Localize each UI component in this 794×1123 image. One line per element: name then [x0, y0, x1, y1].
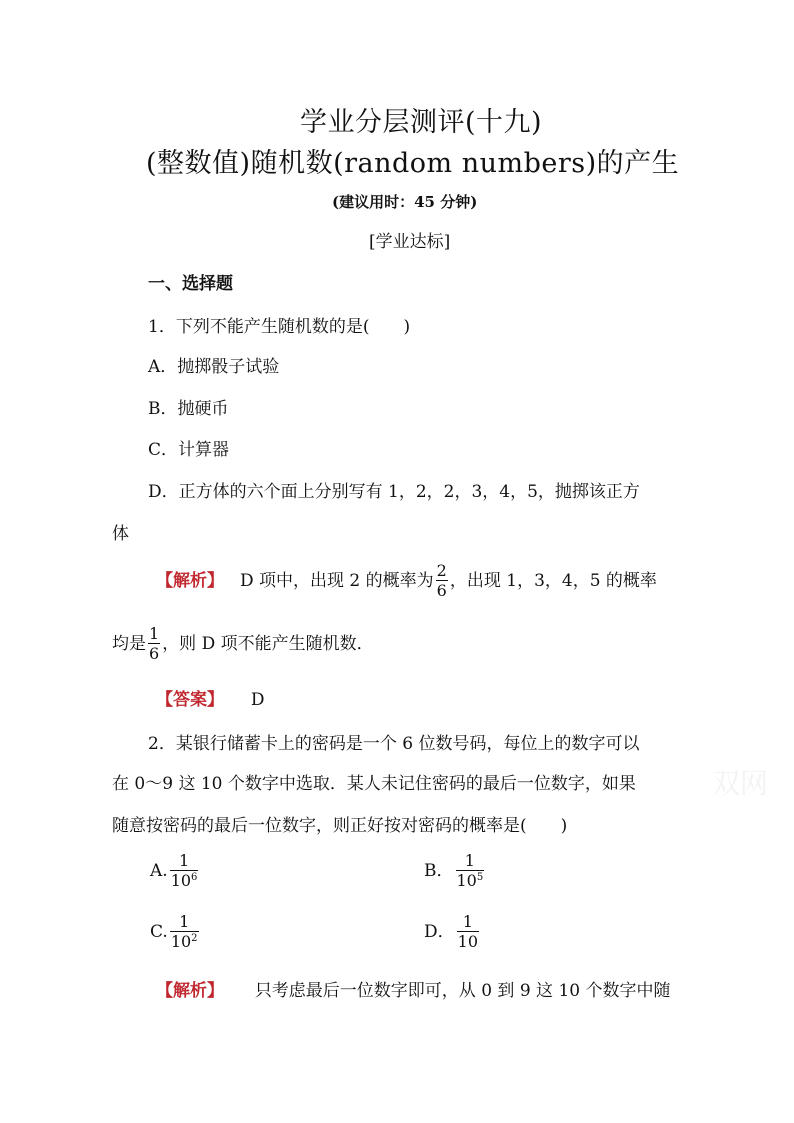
answer-tag: 【答案】: [156, 690, 224, 710]
fraction-denominator: 6: [436, 581, 447, 600]
question-1-option-a: A．抛掷骰子试验: [148, 357, 280, 377]
question-2-analysis: [156, 980, 671, 1002]
answer-value: D: [250, 690, 265, 710]
question-2-stem-line3: 随意按密码的最后一位数字，则正好按对密码的概率是( ): [112, 816, 568, 836]
fraction-numerator: 1: [149, 624, 160, 643]
den-base: 10: [457, 932, 478, 951]
question-1-analysis-line1: [156, 563, 657, 599]
analysis-text: 均是: [112, 634, 146, 654]
question-1-option-d-cont: 体: [112, 524, 129, 544]
fraction-1-6: [148, 626, 160, 662]
den-base: 10: [170, 932, 192, 951]
question-2-option-a: [150, 853, 200, 889]
question-2-stem-line2: 在 0～9 这 10 个数字中选取．某人未记住密码的最后一位数字，如果: [112, 774, 636, 794]
option-label: B．: [424, 861, 454, 881]
page-title: 学业分层测评(十九): [300, 107, 543, 138]
watermark: 双网: [712, 767, 769, 800]
den-exponent: 6: [191, 872, 198, 883]
question-1-option-d: D．正方体的六个面上分别写有 1，2，2，3，4，5，抛掷该正方: [148, 482, 640, 502]
den-base: 10: [170, 871, 192, 890]
fraction-denominator: [170, 870, 199, 889]
fraction: [457, 914, 479, 950]
time-hint: (建议用时：45 分钟): [332, 193, 478, 211]
analysis-text: D 项中，出现 2 的概率为: [240, 571, 434, 591]
fraction-denominator: 6: [149, 644, 160, 663]
question-2-option-c: [150, 914, 201, 950]
fraction: [170, 853, 199, 889]
fraction-denominator: [456, 870, 485, 889]
question-2-stem-line1: 2．某银行储蓄卡上的密码是一个 6 位数号码，每位上的数字可以: [148, 734, 640, 754]
analysis-text: ，则 D 项不能产生随机数．: [162, 634, 374, 654]
fraction-numerator: 1: [178, 851, 190, 870]
section-heading: 一、选择题: [148, 274, 233, 294]
option-label: A.: [150, 861, 168, 881]
fraction-numerator: 2: [436, 561, 447, 580]
page-subtitle: (整数值)随机数(random numbers)的产生: [146, 148, 680, 179]
option-label: C.: [150, 922, 168, 942]
analysis-tag: 【解析】: [156, 571, 224, 591]
question-2-option-b: [424, 853, 486, 889]
question-1-option-c: C．计算器: [148, 440, 230, 460]
question-1-answer: [156, 689, 264, 711]
analysis-text: 只考虑最后一位数字即可，从 0 到 9 这 10 个数字中随: [254, 981, 671, 1001]
fraction-denominator: [170, 931, 199, 950]
fraction-2-6: [436, 563, 448, 599]
fraction: [170, 914, 199, 950]
den-exponent: 2: [191, 933, 198, 944]
analysis-tag: 【解析】: [156, 981, 224, 1001]
fraction: [456, 853, 485, 889]
section-tag: [学业达标]: [369, 232, 451, 252]
question-2-option-d: [424, 914, 481, 950]
den-exponent: 5: [476, 872, 484, 883]
question-1-analysis-line2: [112, 626, 374, 662]
fraction-numerator: 1: [462, 912, 473, 931]
analysis-text: ，出现 1，3，4，5 的概率: [449, 571, 657, 591]
fraction-numerator: 1: [179, 912, 190, 931]
question-1-stem: 1．下列不能产生随机数的是( ): [148, 317, 411, 337]
den-base: 10: [456, 871, 477, 890]
option-label: D．: [424, 922, 455, 942]
fraction-numerator: 1: [464, 851, 475, 870]
fraction-denominator: [457, 931, 479, 950]
question-1-option-b: B．抛硬币: [148, 399, 229, 419]
